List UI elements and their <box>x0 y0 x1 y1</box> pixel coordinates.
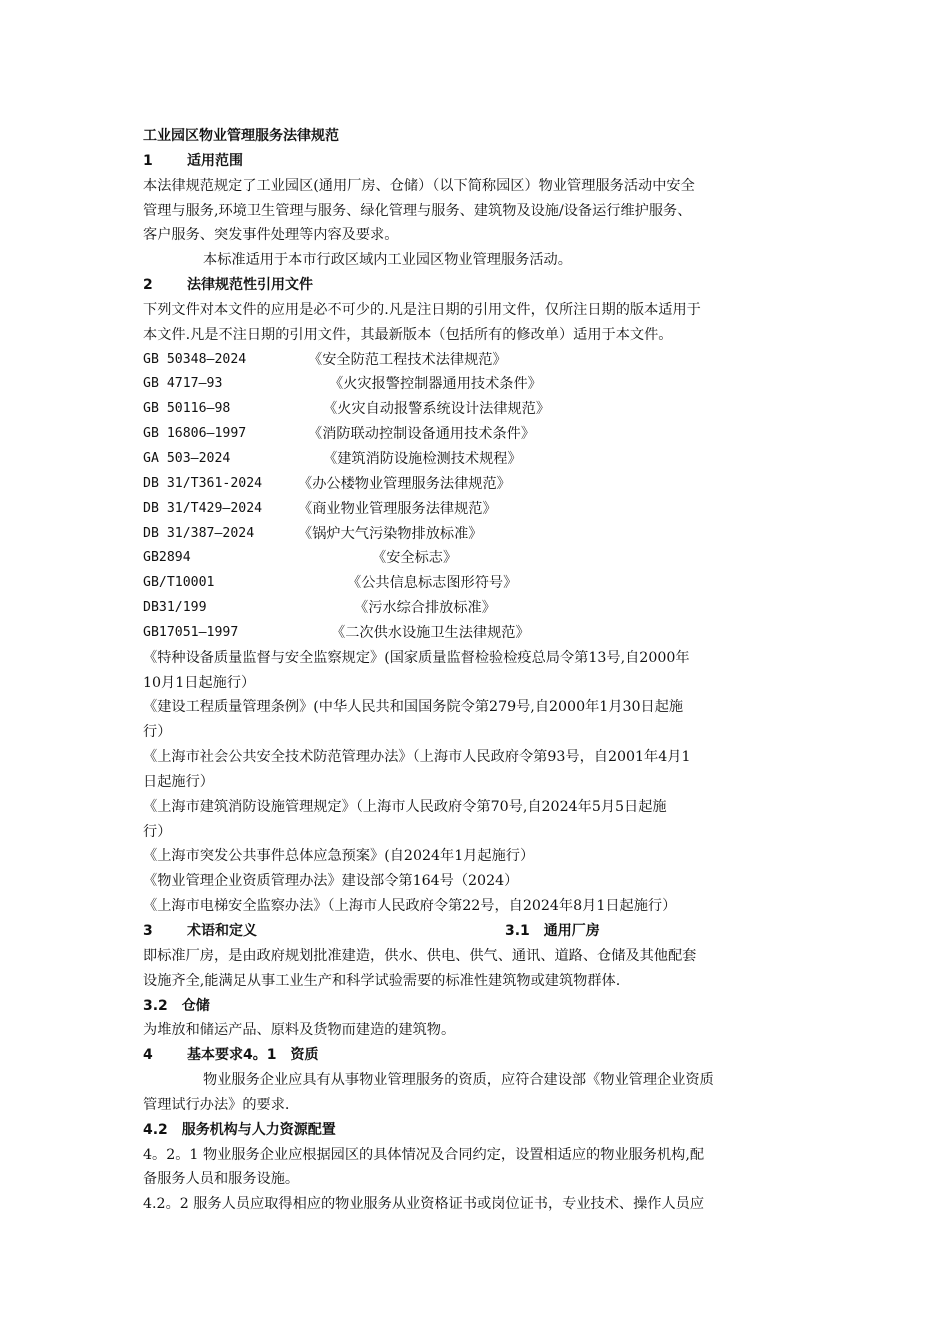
standard-code: DB 31/387—2024 <box>143 525 255 541</box>
standard-code: DB31/199 <box>143 600 207 616</box>
subsection-3-1-heading: 3.1 通用厂房 <box>505 923 600 939</box>
standard-name: 《建筑消防设施检测技术规程》 <box>323 450 522 467</box>
paragraph-line: 管理试行办法》的要求. <box>143 1096 290 1113</box>
standard-reference <box>143 546 808 571</box>
standard-reference <box>143 348 808 373</box>
regulation-line: 《上海市建筑消防设施管理规定》（上海市人民政府令第70号,自2024年5月5日起施 <box>143 798 667 815</box>
section-3-heading-left <box>143 919 505 944</box>
regulation-line: 10月1日起施行） <box>143 674 256 691</box>
paragraph-line: 本法律规范规定了工业园区(通用厂房、仓储）（以下简称园区）物业管理服务活动中安全 <box>143 177 695 194</box>
standard-name: 《消防联动控制设备通用技术条件》 <box>308 426 536 443</box>
document-page <box>143 124 808 1217</box>
regulation-line: 《建设工程质量管理条例》(中华人民共和国国务院令第279号,自2000年1月30日起施 <box>143 699 684 716</box>
paragraph-line: 为堆放和储运产品、原料及货物而建造的建筑物。 <box>143 1022 456 1039</box>
standard-name: 《锅炉大气污染物排放标准》 <box>298 525 483 542</box>
regulation-line: 《上海市突发公共事件总体应急预案》(自2024年1月起施行） <box>143 848 535 865</box>
standard-reference <box>143 522 808 547</box>
section-title: 适用范围 <box>187 152 243 169</box>
section-number: 3 <box>143 923 153 939</box>
section-3-heading <box>143 919 808 944</box>
paragraph-line: 管理与服务,环境卫生管理与服务、绿化管理与服务、建筑物及设施/设备运行维护服务、 <box>143 202 692 219</box>
section-2-heading <box>143 273 808 298</box>
section-1-heading <box>143 149 808 174</box>
standard-reference <box>143 497 808 522</box>
standard-code: GB 50116—98 <box>143 401 231 417</box>
paragraph-line: 4.2。2 服务人员应取得相应的物业服务从业资格证书或岗位证书，专业技术、操作人员应 <box>143 1196 705 1213</box>
section-number: 4 <box>143 1047 153 1064</box>
section-title: 术语和定义 <box>187 923 257 939</box>
section-title: 法律规范性引用文件 <box>187 277 313 294</box>
standard-name: 《污水综合排放标准》 <box>354 600 496 617</box>
standard-reference <box>143 596 808 621</box>
standard-name: 《二次供水设施卫生法律规范》 <box>331 624 530 641</box>
standard-code: GB/T10001 <box>143 575 215 591</box>
standard-code: GA 503—2024 <box>143 450 231 466</box>
standard-code: DB 31/T429—2024 <box>143 500 263 516</box>
paragraph-line: 下列文件对本文件的应用是必不可少的.凡是注日期的引用文件，仅所注日期的版本适用于 <box>143 301 701 318</box>
section-title: 基本要求4。1 资质 <box>187 1047 319 1064</box>
paragraph-line: 本文件.凡是不注日期的引用文件，其最新版本（包括所有的修改单）适用于本文件。 <box>143 326 673 343</box>
paragraph-line: 客户服务、突发事件处理等内容及要求。 <box>143 227 399 244</box>
regulation-line: 《上海市社会公共安全技术防范管理办法》（上海市人民政府令第93号，自2001年4月1 <box>143 749 691 766</box>
regulation-line: 《物业管理企业资质管理办法》建设部令第164号（2024） <box>143 873 519 890</box>
subsection-3-2-heading: 3.2 仓储 <box>143 997 210 1014</box>
standard-code: GB 50348—2024 <box>143 351 247 367</box>
section-4-heading <box>143 1043 808 1068</box>
paragraph-line: 本标准适用于本市行政区域内工业园区物业管理服务活动。 <box>203 252 572 269</box>
standard-reference <box>143 472 808 497</box>
section-number: 2 <box>143 277 153 294</box>
section-number: 1 <box>143 152 153 169</box>
standard-code: GB 4717—93 <box>143 376 223 392</box>
standard-code: DB 31/T361-2024 <box>143 475 263 491</box>
standard-name: 《安全防范工程技术法律规范》 <box>308 351 507 368</box>
standard-reference <box>143 372 808 397</box>
subsection-4-2-heading: 4.2 服务机构与人力资源配置 <box>143 1121 336 1138</box>
regulation-line: 行） <box>143 823 172 840</box>
standard-name: 《公共信息标志图形符号》 <box>347 575 518 592</box>
paragraph-line: 设施齐全,能满足从事工业生产和科学试验需要的标准性建筑物或建筑物群体. <box>143 972 621 989</box>
paragraph-line: 物业服务企业应具有从事物业管理服务的资质，应符合建设部《物业管理企业资质 <box>203 1072 714 1089</box>
standard-name: 《办公楼物业管理服务法律规范》 <box>298 475 511 492</box>
regulation-line: 日起施行） <box>143 773 214 790</box>
standard-reference <box>143 422 808 447</box>
standard-code: GB17051—1997 <box>143 624 239 640</box>
paragraph-line: 4。2。1 物业服务企业应根据园区的具体情况及合同约定，设置相适应的物业服务机构,配 <box>143 1146 705 1163</box>
standard-reference <box>143 447 808 472</box>
regulation-line: 《上海市电梯安全监察办法》（上海市人民政府令第22号，自2024年8月1日起施行） <box>143 898 677 915</box>
regulation-line: 行） <box>143 724 172 741</box>
standard-name: 《火灾自动报警系统设计法律规范》 <box>323 401 551 418</box>
document-title: 工业园区物业管理服务法律规范 <box>143 128 339 144</box>
standard-reference <box>143 397 808 422</box>
standard-name: 《火灾报警控制器通用技术条件》 <box>329 376 542 393</box>
standard-reference <box>143 571 808 596</box>
regulation-line: 《特种设备质量监督与安全监察规定》(国家质量监督检验检疫总局令第13号,自2000年 <box>143 649 690 666</box>
standard-name: 《安全标志》 <box>372 550 458 567</box>
standard-reference <box>143 621 808 646</box>
paragraph-line: 备服务人员和服务设施。 <box>143 1171 300 1188</box>
standard-name: 《商业物业管理服务法律规范》 <box>298 500 497 517</box>
paragraph-line: 即标准厂房，是由政府规划批准建造，供水、供电、供气、通讯、道路、仓储及其他配套 <box>143 947 697 964</box>
standard-code: GB2894 <box>143 550 191 566</box>
standard-code: GB 16806—1997 <box>143 426 247 442</box>
